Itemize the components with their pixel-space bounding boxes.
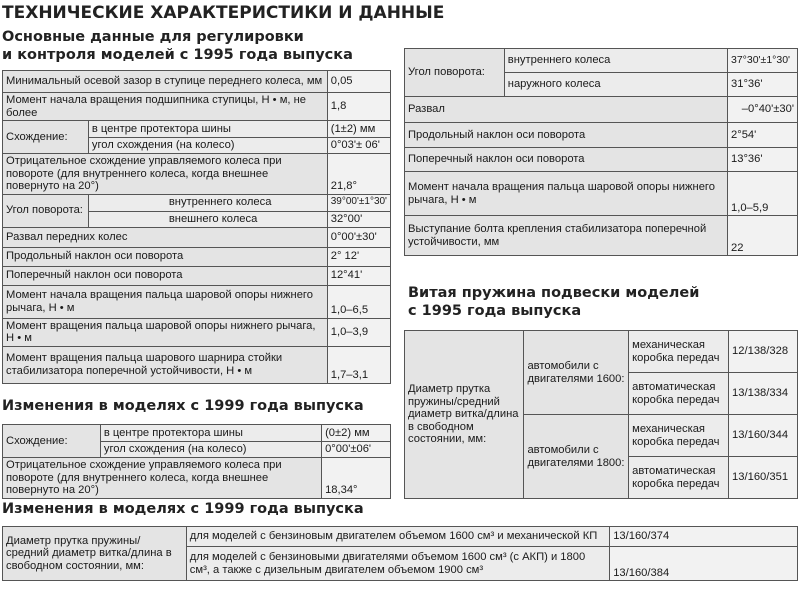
- row-sublabel: угол схождения (на колесо): [100, 442, 321, 458]
- row-value: (1±2) мм: [327, 121, 390, 138]
- table-row: [3, 346, 391, 383]
- row-value: 1,8: [327, 93, 390, 121]
- section2-title: Изменения в моделях с 1999 года выпуска: [2, 398, 364, 414]
- row-value: 13°36': [728, 148, 798, 172]
- table-row: [3, 71, 391, 93]
- table-row: [3, 121, 391, 138]
- row-value: 31°36': [728, 73, 798, 97]
- row-value: 12°41': [327, 266, 390, 285]
- row-label: Поперечный наклон оси поворота: [3, 266, 328, 285]
- row-value: 1,0–6,5: [327, 285, 390, 318]
- row-label: Схождение:: [3, 425, 101, 458]
- table-row: [3, 527, 798, 547]
- row-label: Продольный наклон оси поворота: [405, 123, 728, 148]
- row-value: 13/160/351: [729, 457, 798, 499]
- row-value: 32°00': [327, 211, 390, 227]
- row-sublabel: механическая коробка передач: [629, 415, 729, 457]
- row-label: Диаметр прутка пружины/средний диаметр витка/длина в свободном состоянии, мм:: [3, 527, 187, 581]
- row-label: Продольный наклон оси поворота: [3, 247, 328, 266]
- row-value: 13/160/374: [610, 527, 798, 547]
- row-sublabel: в центре протектора шины: [100, 425, 321, 442]
- row-sublabel: для моделей с бензиновым двигателем объемом 1600 см³ и механической КП: [186, 527, 609, 547]
- table-row: [405, 123, 798, 148]
- row-sublabel: внешнего колеса: [88, 211, 327, 227]
- section1-table: [2, 70, 391, 384]
- row-label: Отрицательное схождение управляемого колеса при повороте (для внутреннего колеса, когда внешнее повернуто на 20°): [3, 154, 328, 195]
- section4-table: [404, 330, 798, 499]
- row-sublabel: механическая коробка передач: [629, 331, 729, 373]
- row-value: 1,7–3,1: [327, 346, 390, 383]
- row-value: 18,34°: [322, 458, 391, 499]
- row-sublabel: внутреннего колеса: [88, 194, 327, 211]
- row-value: 1,0–5,9: [728, 172, 798, 216]
- row-label: Момент вращения пальца шаровой опоры нижнего рычага, Н • м: [3, 318, 328, 346]
- row-value: 2°54': [728, 123, 798, 148]
- table-row: [3, 93, 391, 121]
- row-value: 21,8°: [327, 154, 390, 195]
- row-value: 1,0–3,9: [327, 318, 390, 346]
- table-row: [405, 172, 798, 216]
- group-label: автомобили с двигателями 1800:: [524, 415, 629, 499]
- section1-title: [2, 28, 353, 64]
- section4-title-line1: Витая пружина подвески моделей: [408, 285, 700, 301]
- row-sublabel: для моделей с бензиновыми двигателями объемом 1600 см³ (с АКП) и 1800 см³, а также с дизельным двигателем объемом 1900 см³: [186, 547, 609, 581]
- table-row: [3, 425, 391, 442]
- table-row: [3, 285, 391, 318]
- row-label: Момент начала вращения пальца шаровой опоры нижнего рычага, Н • м: [405, 172, 728, 216]
- table-row: [3, 266, 391, 285]
- row-value: 12/138/328: [729, 331, 798, 373]
- table-row: [3, 194, 391, 211]
- row-label: Схождение:: [3, 121, 89, 154]
- row-label: Угол поворота:: [3, 194, 89, 227]
- group-label: автомобили с двигателями 1600:: [524, 331, 629, 415]
- row-label: Поперечный наклон оси поворота: [405, 148, 728, 172]
- row-label: Момент вращения пальца шарового шарнира стойки стабилизатора поперечной устойчивости, Н • м: [3, 346, 328, 383]
- row-value: 0°00'±30': [327, 227, 390, 247]
- row-value: 37°30'±1°30': [728, 49, 798, 73]
- row-value: 13/160/344: [729, 415, 798, 457]
- row-value: 0,05: [327, 71, 390, 93]
- row-sublabel: автоматическая коробка передач: [629, 373, 729, 415]
- row-sublabel: автоматическая коробка передач: [629, 457, 729, 499]
- section1-title-line1: Основные данные для регулировки: [2, 29, 304, 45]
- row-label: Момент начала вращения пальца шаровой опоры нижнего рычага, Н • м: [3, 285, 328, 318]
- table-row: [3, 318, 391, 346]
- section3-table: [404, 48, 798, 256]
- table-row: [3, 227, 391, 247]
- section5-table: [2, 526, 798, 581]
- table-row: [405, 49, 798, 73]
- row-label: Угол поворота:: [405, 49, 505, 97]
- section1-title-line2: и контроля моделей с 1995 года выпуска: [2, 47, 353, 63]
- table-row: [405, 97, 798, 123]
- row-value: 2° 12': [327, 247, 390, 266]
- main-title: ТЕХНИЧЕСКИЕ ХАРАКТЕРИСТИКИ И ДАННЫЕ: [2, 3, 445, 23]
- row-value: (0±2) мм: [322, 425, 391, 442]
- table-row: [405, 216, 798, 256]
- row-value: –0°40'±30': [728, 97, 798, 123]
- row-label: Момент начала вращения подшипника ступицы, Н • м, не более: [3, 93, 328, 121]
- row-label: Отрицательное схождение управляемого колеса при повороте (для внутреннего колеса, когда внешнее повернуто на 20°): [3, 458, 322, 499]
- section2-table: [2, 424, 391, 499]
- row-sublabel: угол схождения (на колесо): [88, 138, 327, 154]
- row-value: 13/160/384: [610, 547, 798, 581]
- table-row: [405, 148, 798, 172]
- row-label: Выступание болта крепления стабилизатора поперечной устойчивости, мм: [405, 216, 728, 256]
- table-row: [3, 154, 391, 195]
- table-row: [3, 458, 391, 499]
- table-row: [405, 331, 798, 373]
- row-label: Развал: [405, 97, 728, 123]
- row-sublabel: внутреннего колеса: [504, 49, 727, 73]
- row-value: 22: [728, 216, 798, 256]
- row-value: 0°03'± 06': [327, 138, 390, 154]
- row-value: 13/138/334: [729, 373, 798, 415]
- section4-title-line2: с 1995 года выпуска: [408, 303, 582, 319]
- row-value: 0°00'±06': [322, 442, 391, 458]
- section5-title: Изменения в моделях с 1999 года выпуска: [2, 501, 364, 517]
- row-label: Диаметр прутка пружины/средний диаметр витка/длина в свободном состоянии, мм:: [405, 331, 524, 499]
- row-label: Минимальный осевой зазор в ступице переднего колеса, мм: [3, 71, 328, 93]
- row-sublabel: в центре протектора шины: [88, 121, 327, 138]
- row-value: 39°00'±1°30': [327, 194, 390, 211]
- table-row: [3, 247, 391, 266]
- row-label: Развал передних колес: [3, 227, 328, 247]
- section4-title: [408, 284, 699, 320]
- row-sublabel: наружного колеса: [504, 73, 727, 97]
